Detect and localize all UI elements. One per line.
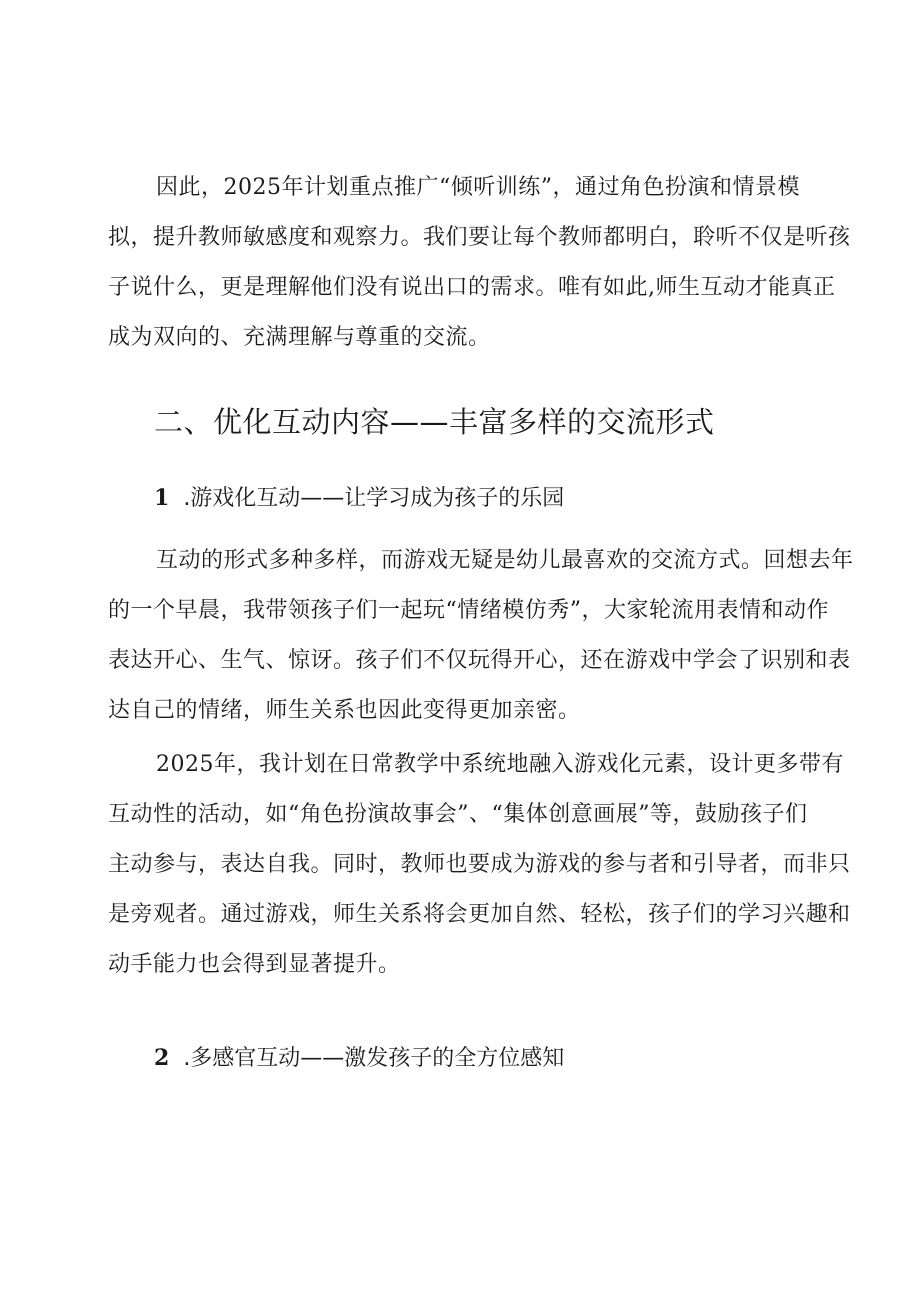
subsection-number: 2 bbox=[154, 1045, 170, 1071]
subsection-title: .多感官互动——激发孩子的全方位感知 bbox=[183, 1046, 565, 1071]
paragraph-line: 达自己的情绪，师生关系也因此变得更加亲密。 bbox=[108, 698, 581, 723]
paragraph-line: 子说什么，更是理解他们没有说出口的需求。唯有如此,师生互动才能真正 bbox=[108, 275, 836, 300]
subsection-heading-gamified bbox=[154, 481, 564, 512]
paragraph-line: 互动的形式多种多样，而游戏无疑是幼儿最喜欢的交流方式。回想去年 bbox=[156, 548, 854, 573]
paragraph-line: 表达开心、生气、惊讶。孩子们不仅玩得开心，还在游戏中学会了识别和表 bbox=[108, 648, 851, 673]
paragraph-line: 互动性的活动，如“角色扮演故事会”、“集体创意画展”等，鼓励孩子们 bbox=[108, 802, 808, 827]
subsection-title: .游戏化互动——让学习成为孩子的乐园 bbox=[183, 486, 565, 511]
paragraph-listening-training bbox=[108, 163, 851, 363]
paragraph-emotion-game bbox=[108, 536, 854, 736]
paragraph-line: 动手能力也会得到显著提升。 bbox=[108, 952, 401, 977]
paragraph-line: 拟，提升教师敏感度和观察力。我们要让每个教师都明白，聆听不仅是听孩 bbox=[108, 225, 851, 250]
paragraph-line: 主动参与，表达自我。同时，教师也要成为游戏的参与者和引导者，而非只 bbox=[108, 852, 851, 877]
paragraph-2025-plan bbox=[108, 740, 851, 990]
paragraph-line: 是旁观者。通过游戏，师生关系将会更加自然、轻松，孩子们的学习兴趣和 bbox=[108, 902, 851, 927]
subsection-heading-multisensory bbox=[154, 1041, 564, 1072]
paragraph-line: 因此，2025年计划重点推广“倾听训练”，通过角色扮演和情景模 bbox=[156, 175, 800, 200]
subsection-number: 1 bbox=[154, 485, 170, 511]
paragraph-line: 成为双向的、充满理解与尊重的交流。 bbox=[108, 325, 491, 350]
paragraph-line: 的一个早晨，我带领孩子们一起玩“情绪模仿秀”，大家轮流用表情和动作 bbox=[108, 598, 829, 623]
paragraph-line: 2025年，我计划在日常教学中系统地融入游戏化元素，设计更多带有 bbox=[156, 752, 844, 777]
section-heading: 二、优化互动内容——丰富多样的交流形式 bbox=[154, 405, 715, 439]
